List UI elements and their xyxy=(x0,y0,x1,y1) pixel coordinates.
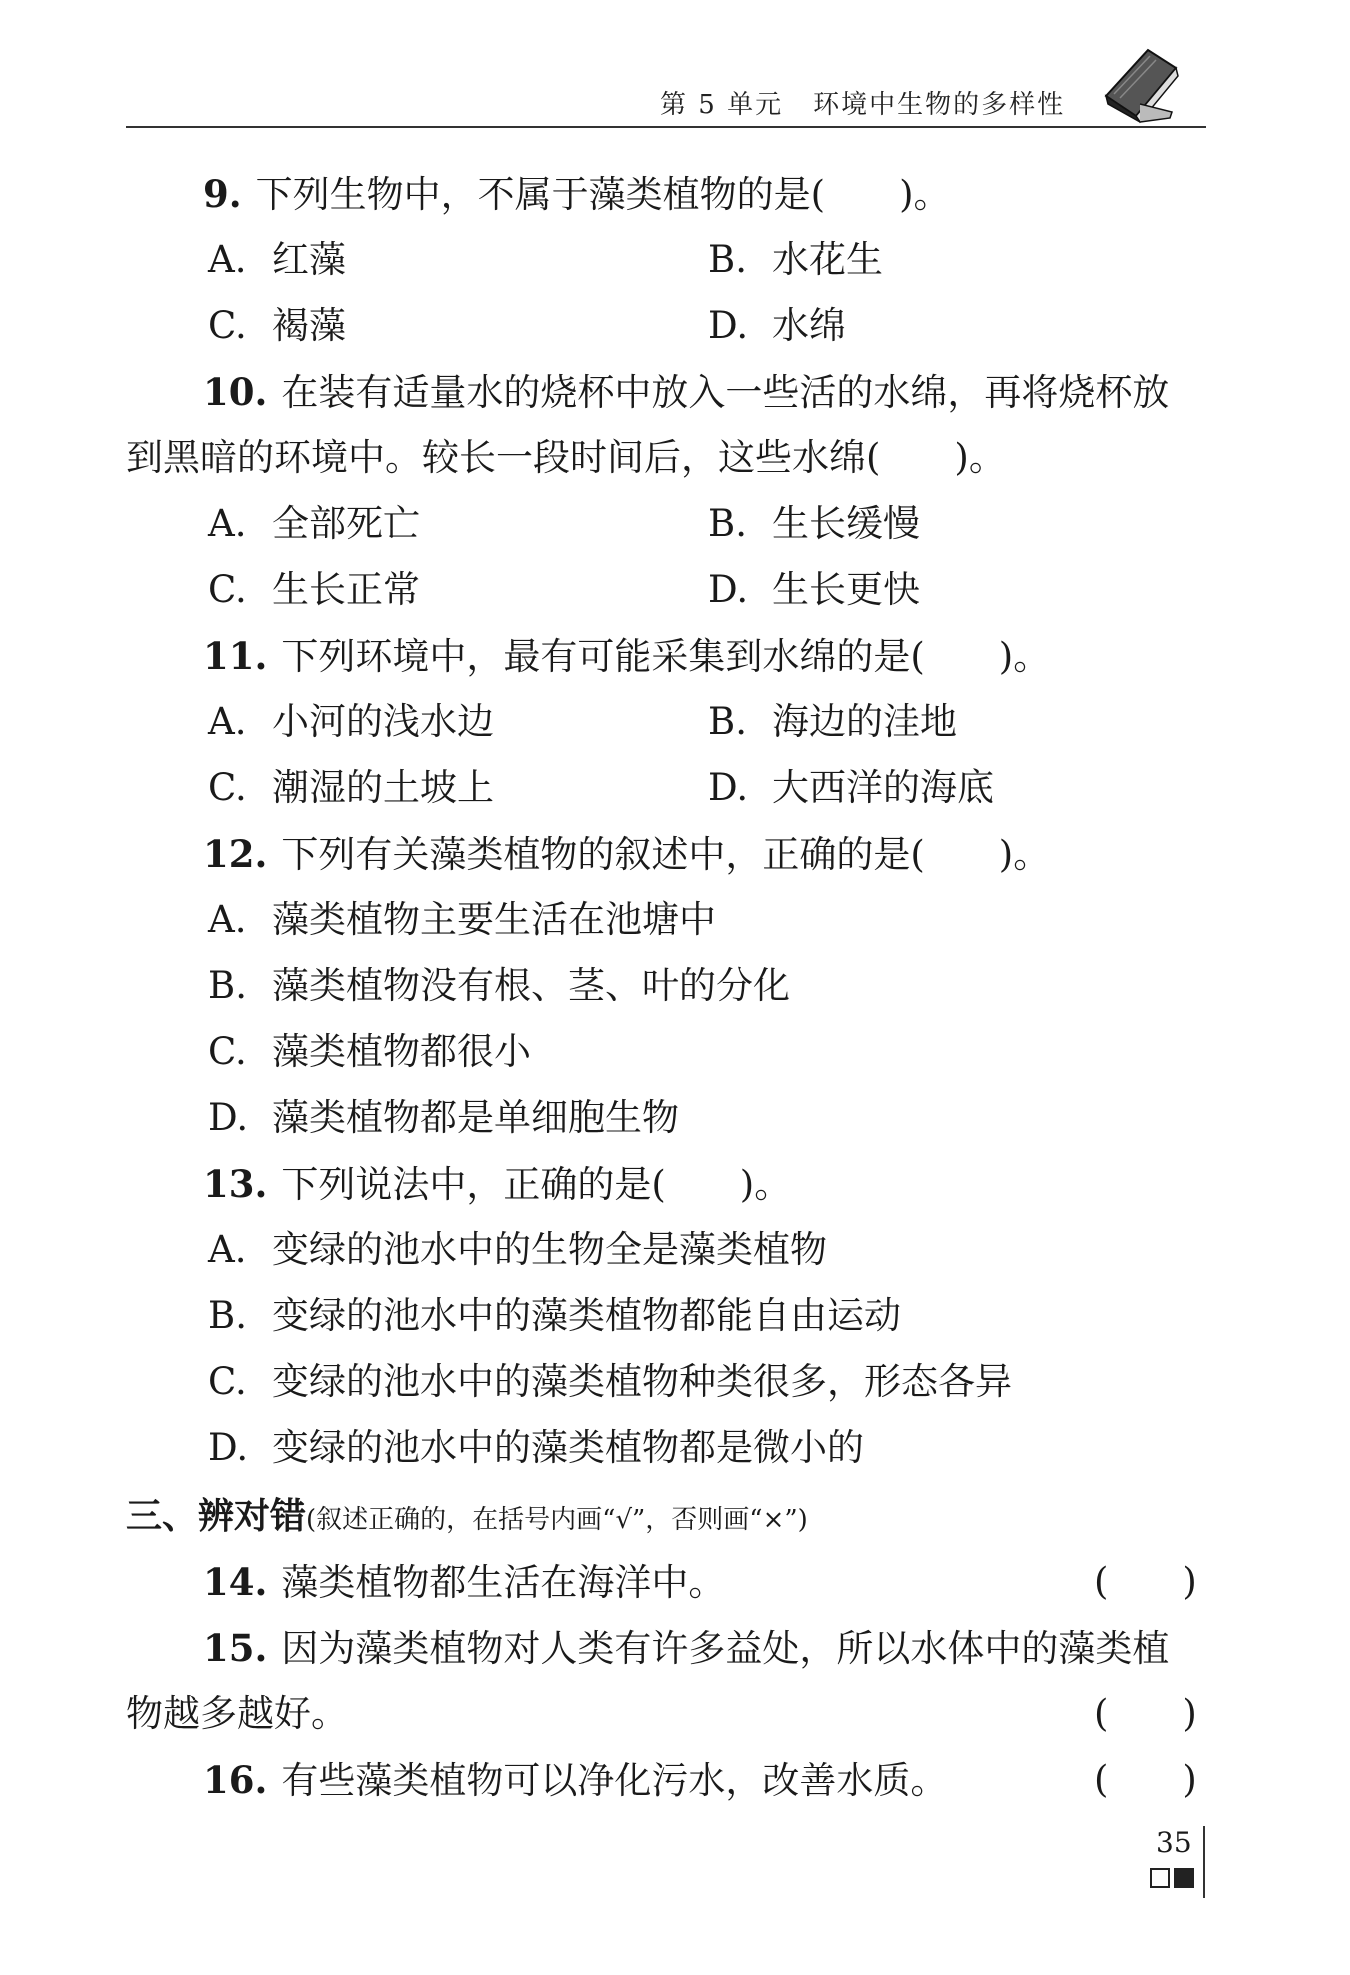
option-b xyxy=(208,1292,901,1340)
question-stem xyxy=(203,632,1050,681)
option-text: 变绿的池水中的生物全是藻类植物 xyxy=(272,1228,827,1271)
question-text: 下列生物中，不属于藻类植物的是( )。 xyxy=(255,173,951,216)
answer-bracket[interactable]: ( ) xyxy=(1094,1560,1197,1603)
option-c xyxy=(208,1358,1012,1406)
option-text: 生长正常 xyxy=(272,568,420,611)
question-number: 9. xyxy=(203,172,242,216)
judgment-item xyxy=(203,1558,725,1607)
option-text: 海边的洼地 xyxy=(772,700,957,743)
answer-bracket[interactable]: ( ) xyxy=(1094,1692,1197,1735)
option-letter: D. xyxy=(708,766,749,809)
option-d xyxy=(708,764,994,812)
question-number: 16. xyxy=(203,1758,268,1802)
option-c xyxy=(208,1028,531,1076)
option-text: 小河的浅水边 xyxy=(272,700,494,743)
question-stem xyxy=(203,368,1169,417)
option-letter: C. xyxy=(208,304,247,347)
option-text: 大西洋的海底 xyxy=(772,766,994,809)
page-number: 35 xyxy=(1156,1826,1192,1859)
option-letter: C. xyxy=(208,568,247,611)
question-stem xyxy=(203,830,1050,879)
option-text: 变绿的池水中的藻类植物都是微小的 xyxy=(272,1426,864,1469)
section-instructions: (叙述正确的，在括号内画“√”，否则画“×”) xyxy=(306,1505,808,1535)
question-text: 在装有适量水的烧杯中放入一些活的水绵，再将烧杯放 xyxy=(281,371,1170,414)
question-number: 13. xyxy=(203,1162,268,1206)
statement-continued xyxy=(126,1690,348,1738)
option-d xyxy=(208,1424,864,1472)
option-d xyxy=(708,302,846,350)
option-letter: C. xyxy=(208,1030,247,1073)
statement-text: 因为藻类植物对人类有许多益处，所以水体中的藻类植 xyxy=(281,1627,1170,1670)
option-text: 水绵 xyxy=(772,304,846,347)
option-a xyxy=(208,500,420,548)
option-c xyxy=(208,302,346,350)
question-stem xyxy=(203,170,951,219)
option-text: 藻类植物没有根、茎、叶的分化 xyxy=(272,964,790,1007)
option-c xyxy=(208,566,420,614)
option-a xyxy=(208,698,494,746)
option-text: 全部死亡 xyxy=(272,502,420,545)
option-letter: D. xyxy=(208,1096,249,1139)
statement-text: 有些藻类植物可以净化污水，改善水质。 xyxy=(281,1759,948,1802)
option-letter: B. xyxy=(708,502,747,545)
option-letter: B. xyxy=(208,964,247,1007)
empty-square-icon xyxy=(1150,1868,1170,1888)
question-number: 14. xyxy=(203,1560,268,1604)
option-text: 藻类植物都很小 xyxy=(272,1030,531,1073)
option-text: 水花生 xyxy=(772,238,883,281)
unit-label: 第 5 单元 xyxy=(660,90,784,120)
option-letter: D. xyxy=(708,304,749,347)
option-a xyxy=(208,236,346,284)
option-a xyxy=(208,1226,827,1274)
filled-square-icon xyxy=(1174,1868,1194,1888)
header-rule xyxy=(126,126,1206,128)
question-number: 10. xyxy=(203,370,268,414)
judgment-item xyxy=(203,1624,1169,1673)
option-text: 变绿的池水中的藻类植物都能自由运动 xyxy=(272,1294,901,1337)
option-text: 生长缓慢 xyxy=(772,502,920,545)
option-letter: B. xyxy=(708,700,747,743)
option-d xyxy=(708,566,920,614)
option-b xyxy=(708,236,883,284)
question-text: 下列环境中，最有可能采集到水绵的是( )。 xyxy=(281,635,1051,678)
page-marker xyxy=(1150,1868,1200,1890)
option-b xyxy=(708,500,920,548)
option-text: 藻类植物都是单细胞生物 xyxy=(272,1096,679,1139)
option-text: 生长更快 xyxy=(772,568,920,611)
option-text: 变绿的池水中的藻类植物种类很多，形态各异 xyxy=(272,1360,1012,1403)
running-header xyxy=(660,84,1065,121)
question-stem-continued xyxy=(126,434,1006,482)
option-letter: A. xyxy=(208,238,247,281)
section-heading xyxy=(126,1492,808,1544)
option-letter: A. xyxy=(208,502,247,545)
statement-text: 物越多越好。 xyxy=(126,1692,348,1735)
option-text: 潮湿的土坡上 xyxy=(272,766,494,809)
option-text: 藻类植物主要生活在池塘中 xyxy=(272,898,716,941)
question-number: 15. xyxy=(203,1626,268,1670)
option-c xyxy=(208,764,494,812)
option-letter: D. xyxy=(708,568,749,611)
question-stem xyxy=(203,1160,791,1209)
answer-bracket[interactable]: ( ) xyxy=(1094,1758,1197,1801)
question-number: 12. xyxy=(203,832,268,876)
option-b xyxy=(208,962,790,1010)
section-title: 三、辨对错 xyxy=(126,1496,307,1537)
option-letter: B. xyxy=(708,238,747,281)
option-text: 褐藻 xyxy=(272,304,346,347)
option-b xyxy=(708,698,957,746)
option-text: 红藻 xyxy=(272,238,346,281)
statement-text: 藻类植物都生活在海洋中。 xyxy=(281,1561,726,1604)
option-d xyxy=(208,1094,679,1142)
question-text: 下列有关藻类植物的叙述中，正确的是( )。 xyxy=(281,833,1051,876)
option-letter: C. xyxy=(208,766,247,809)
option-a xyxy=(208,896,716,944)
option-letter: A. xyxy=(208,700,247,743)
option-letter: A. xyxy=(208,898,247,941)
footer-rule xyxy=(1203,1826,1205,1898)
option-letter: A. xyxy=(208,1228,247,1271)
book-icon xyxy=(1100,42,1182,126)
option-letter: D. xyxy=(208,1426,249,1469)
chapter-title: 环境中生物的多样性 xyxy=(813,90,1066,120)
option-letter: C. xyxy=(208,1360,247,1403)
judgment-item xyxy=(203,1756,947,1805)
question-text: 到黑暗的环境中。较长一段时间后，这些水绵( )。 xyxy=(126,436,1006,479)
question-number: 11. xyxy=(203,634,268,678)
option-letter: B. xyxy=(208,1294,247,1337)
question-text: 下列说法中，正确的是( )。 xyxy=(281,1163,792,1206)
